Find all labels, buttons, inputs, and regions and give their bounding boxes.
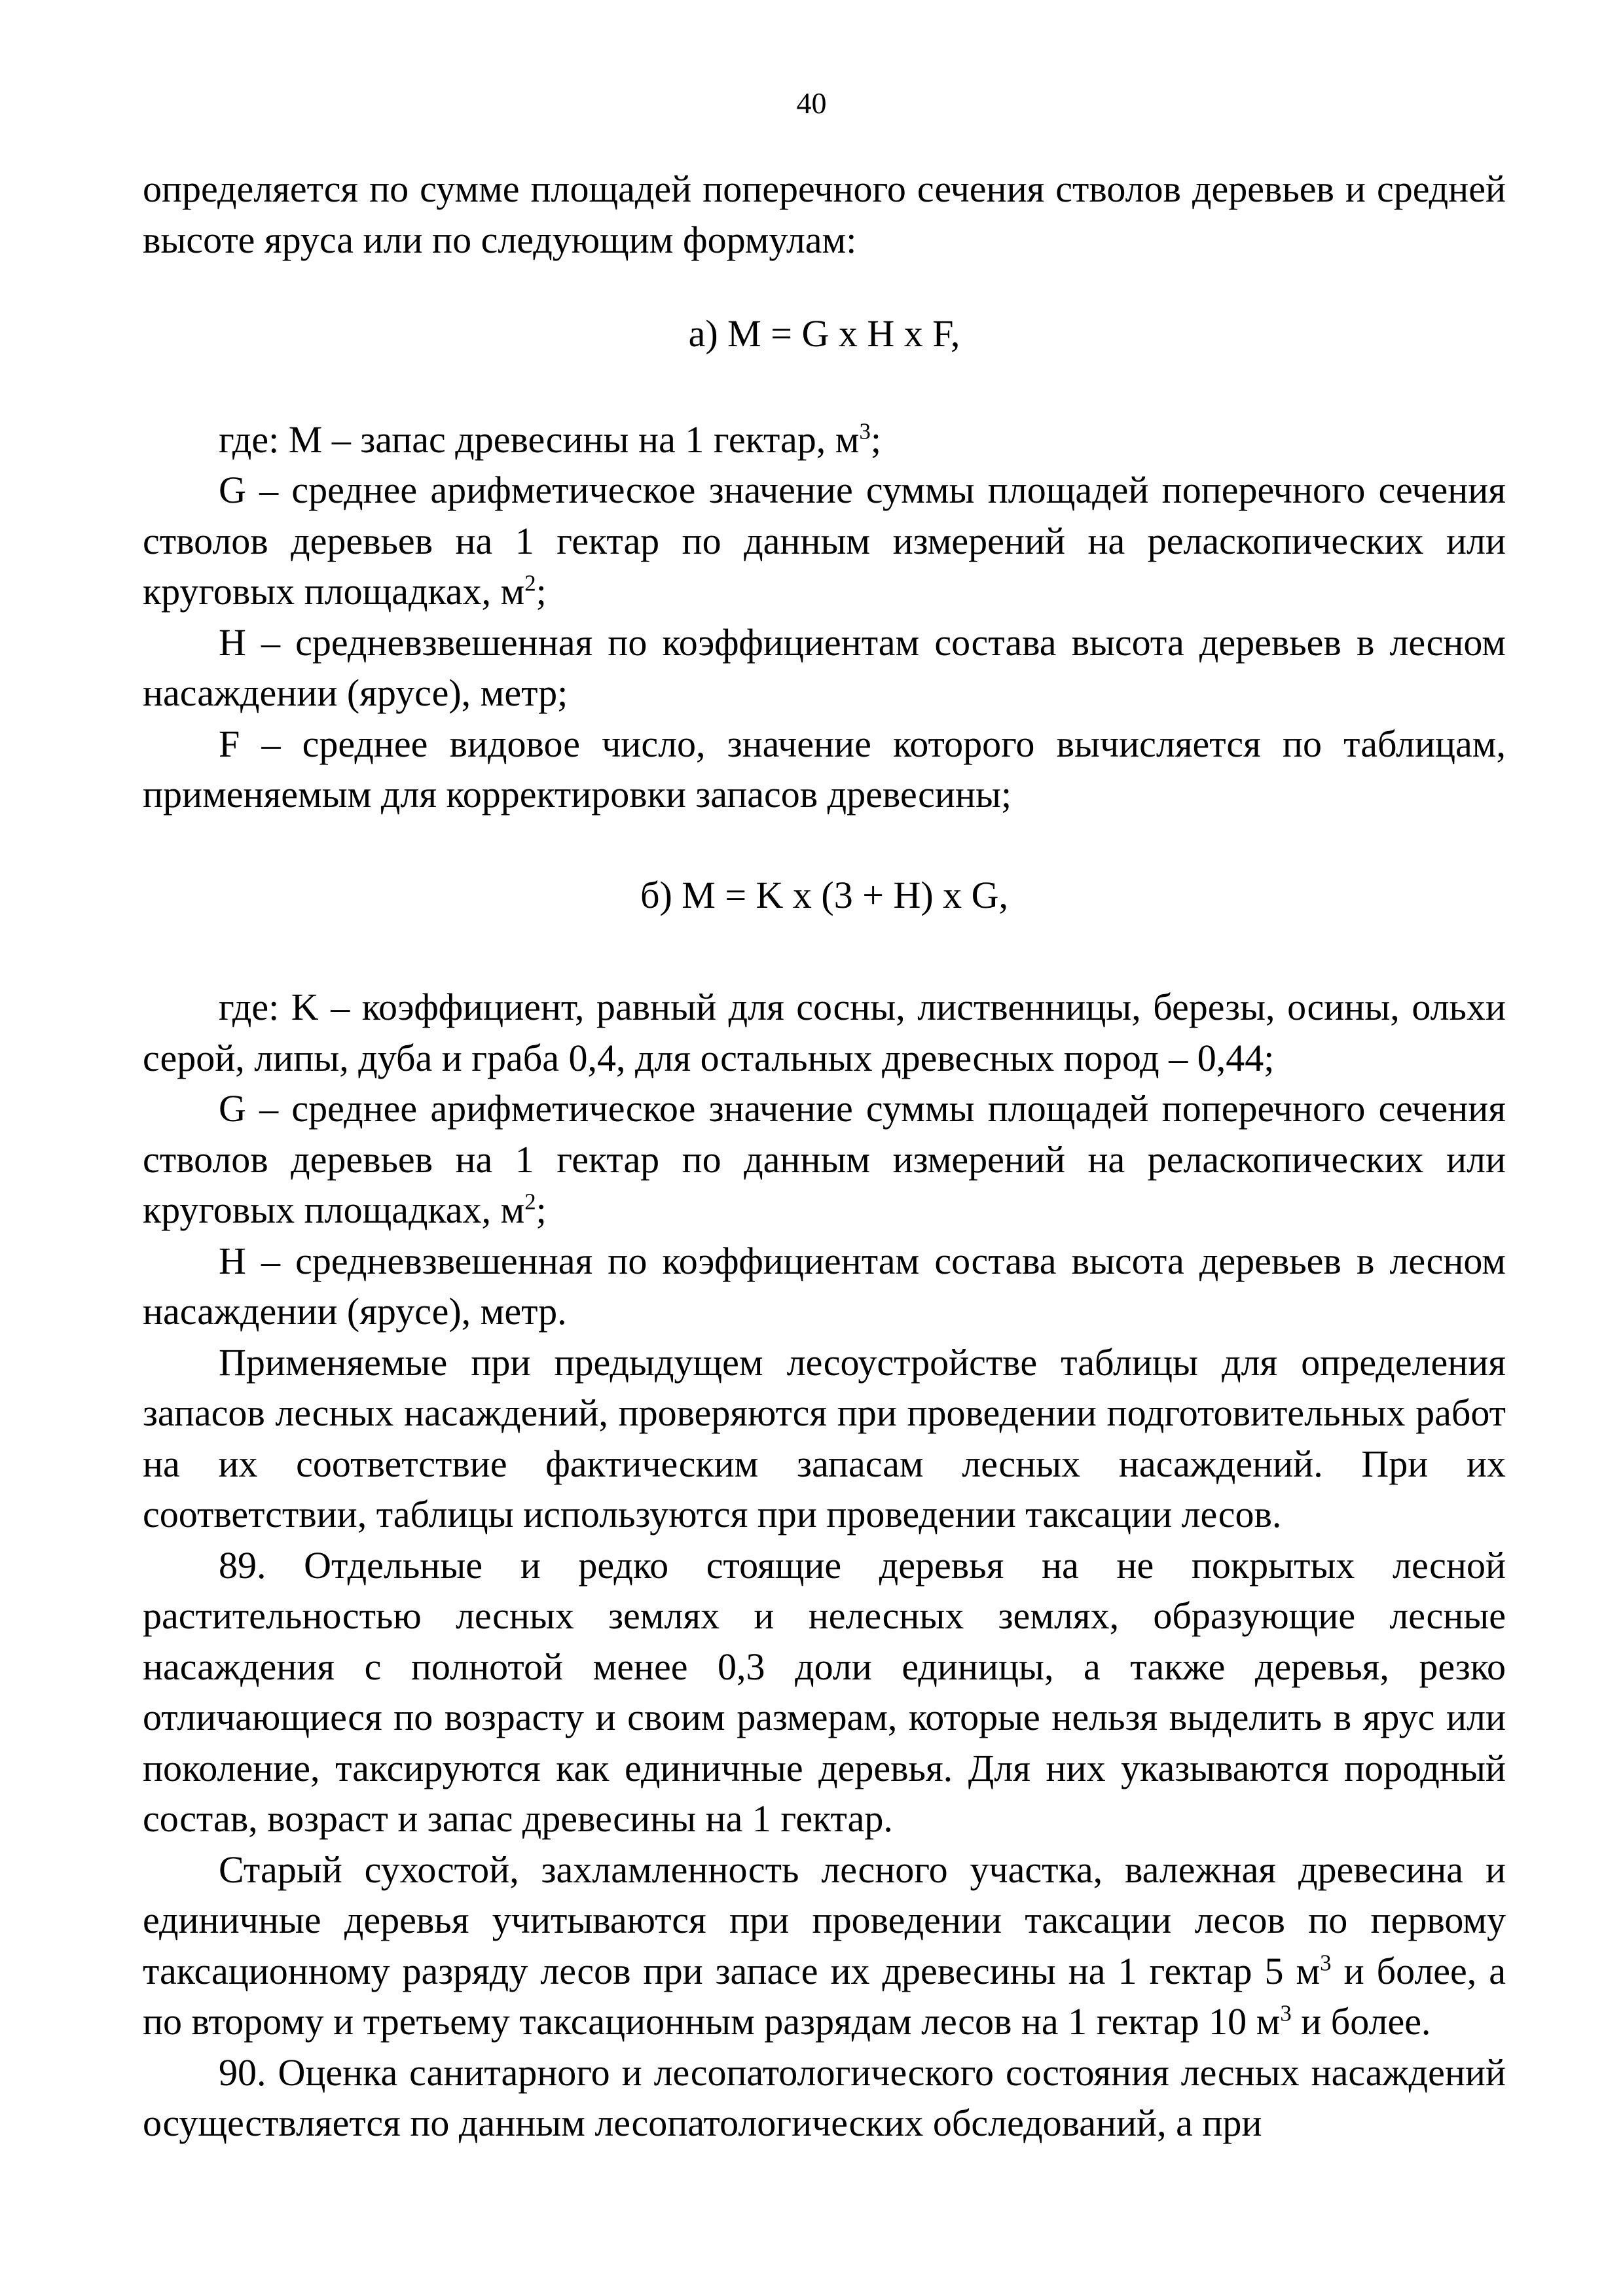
document-body — [143, 164, 1506, 2149]
definition-g-2-end: ; — [536, 1189, 547, 1231]
superscript-3: 3 — [859, 418, 871, 444]
superscript-3: 3 — [1320, 1950, 1332, 1976]
paragraph-dead-wood-mid: и более, а по второму и третьему таксационным разрядам лесов на 1 гектар 10 м — [143, 1949, 1506, 2043]
superscript-2: 2 — [524, 1189, 536, 1215]
superscript-3: 3 — [1280, 2000, 1292, 2026]
definition-g-2-text: G – среднее арифметическое значение суммы площадей поперечного сечения стволов деревьев на 1 гектар по данным измерений на реласкопических или круговых площадках, м — [143, 1087, 1506, 1231]
definition-k: где: K – коэффициент, равный для сосны, лиственницы, березы, осины, ольхи серой, липы, дуба и граба 0,4, для остальных древесных пород – 0,44; — [143, 986, 1506, 1079]
definition-m-text: где: M – запас древесины на 1 гектар, м — [219, 418, 860, 461]
paragraph-89: 89. Отдельные и редко стоящие деревья на не покрытых лесной растительностью лесных землях и нелесных землях, образующие лесные насаждения с полнотой менее 0,3 доли единицы, а также деревья, резко отличающиеся по возрасту и своим размерам, которые нельзя выделить в ярус или поколение, таксируются как единичные деревья. Для них указываются породный состав, возраст и запас древесины на 1 гектар. — [143, 1543, 1506, 1840]
definition-g — [143, 465, 1506, 617]
definition-g-end: ; — [536, 570, 547, 613]
paragraph-dead-wood-end: и более. — [1291, 2000, 1431, 2043]
superscript-2: 2 — [524, 570, 536, 596]
definition-f: F – среднее видовое число, значение которого вычисляется по таблицам, применяемым для корректировки запасов древесины; — [143, 722, 1506, 816]
paragraph-dead-wood — [143, 1844, 1506, 2047]
paragraph-dead-wood-text: Старый сухостой, захламленность лесного участка, валежная древесина и единичные деревья учитываются при проведении таксации лесов по первому таксационному разряду лесов при запасе их древесины на 1 гектар 5 м — [143, 1848, 1506, 1992]
paragraph-90: 90. Оценка санитарного и лесопатологического состояния лесных насаждений осуществляется по данным лесопатологических обследований, а при — [143, 2051, 1506, 2144]
formula-b: б) M = K x (3 + H) x G, — [640, 873, 1009, 916]
definition-g-2 — [143, 1083, 1506, 1236]
definition-m — [143, 414, 1506, 465]
definition-m-end: ; — [870, 418, 882, 461]
definition-h-2: H – средневзвешенная по коэффициентам состава высота деревьев в лесном насаждении (ярусе), метр. — [143, 1239, 1506, 1333]
definition-g-text: G – среднее арифметическое значение суммы площадей поперечного сечения стволов деревьев на 1 гектар по данным измерений на реласкопических или круговых площадках, м — [143, 469, 1506, 613]
page-number: 40 — [796, 86, 827, 120]
paragraph-continuation: определяется по сумме площадей поперечного сечения стволов деревьев и средней высоте яруса или по следующим формулам: — [143, 168, 1506, 261]
definition-h: H – средневзвешенная по коэффициентам состава высота деревьев в лесном насаждении (ярусе), метр; — [143, 620, 1506, 714]
formula-a: а) M = G x H x F, — [688, 312, 960, 355]
paragraph-tables: Применяемые при предыдущем лесоустройстве таблицы для определения запасов лесных насаждений, проверяются при проведении подготовительных работ на их соответствие фактическим запасам лесных насаждений. При их соответствии, таблицы используются при проведении таксации лесов. — [143, 1340, 1506, 1535]
